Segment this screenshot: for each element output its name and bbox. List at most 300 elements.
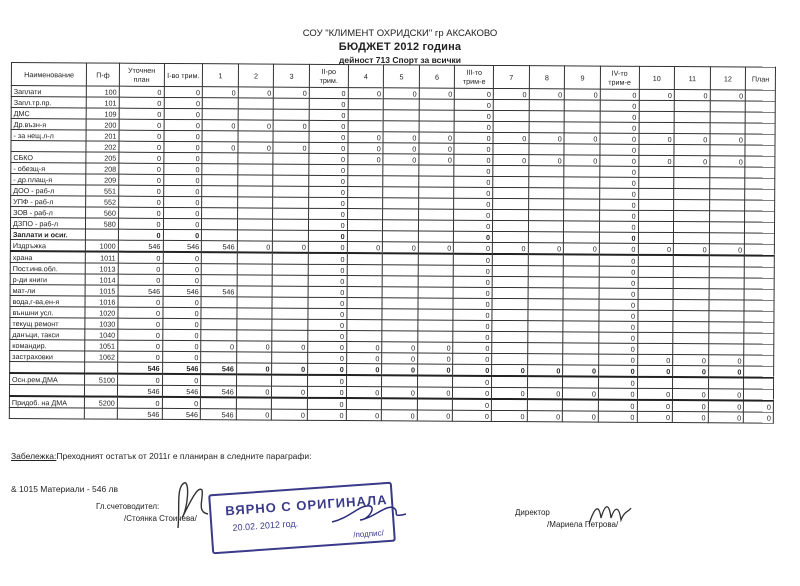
table-cell: 0 bbox=[673, 389, 709, 401]
table-cell: 0 bbox=[307, 398, 346, 410]
table-cell: 0 bbox=[163, 196, 202, 207]
table-cell bbox=[418, 265, 454, 276]
table-cell bbox=[528, 288, 564, 299]
table-cell bbox=[237, 186, 273, 197]
table-cell bbox=[528, 232, 564, 243]
table-cell bbox=[418, 220, 454, 231]
table-cell: 0 bbox=[674, 134, 710, 145]
table-cell bbox=[493, 220, 529, 231]
table-cell bbox=[238, 98, 274, 109]
table-cell: 0 bbox=[308, 230, 347, 241]
table-cell bbox=[419, 99, 455, 110]
table-cell: 0 bbox=[308, 253, 347, 265]
row-label: Заплати и осиг. bbox=[10, 228, 85, 239]
table-cell: 0 bbox=[309, 131, 348, 142]
table-cell bbox=[418, 309, 454, 320]
table-cell bbox=[383, 220, 419, 231]
table-cell bbox=[274, 98, 310, 109]
table-cell bbox=[710, 101, 746, 112]
table-cell bbox=[347, 187, 383, 198]
table-cell: 0 bbox=[638, 155, 674, 166]
table-cell bbox=[492, 309, 528, 320]
table-cell bbox=[418, 331, 454, 342]
column-header: III-то трим-е bbox=[455, 65, 494, 88]
table-cell: 0 bbox=[598, 365, 637, 377]
table-cell bbox=[709, 200, 745, 211]
table-cell: 0 bbox=[492, 364, 528, 376]
table-cell bbox=[202, 186, 238, 197]
table-cell bbox=[745, 123, 775, 134]
table-cell: 0 bbox=[455, 99, 494, 110]
paragraph-code: 1014 bbox=[85, 274, 118, 285]
column-header: 9 bbox=[565, 66, 601, 89]
table-cell bbox=[273, 253, 309, 265]
table-cell bbox=[348, 99, 384, 110]
table-cell: 0 bbox=[710, 156, 746, 167]
row-label: Придоб. на ДМА bbox=[9, 396, 84, 408]
table-cell: 0 bbox=[272, 341, 308, 352]
table-cell bbox=[564, 122, 600, 133]
table-cell bbox=[418, 320, 454, 331]
table-cell: 0 bbox=[672, 412, 708, 423]
table-cell: 0 bbox=[308, 341, 347, 352]
table-cell bbox=[674, 123, 710, 134]
table-cell bbox=[564, 177, 600, 188]
table-cell: 0 bbox=[273, 142, 309, 153]
table-cell bbox=[272, 286, 308, 297]
table-cell bbox=[273, 153, 309, 164]
table-cell: 0 bbox=[710, 134, 746, 145]
table-cell bbox=[202, 131, 238, 142]
table-cell bbox=[673, 255, 709, 267]
table-cell bbox=[637, 321, 673, 332]
table-cell: 0 bbox=[710, 90, 746, 101]
table-cell bbox=[418, 298, 454, 309]
table-cell bbox=[493, 231, 529, 242]
table-cell bbox=[710, 167, 746, 178]
table-cell: 0 bbox=[708, 366, 744, 378]
table-cell bbox=[563, 399, 599, 411]
table-cell: 0 bbox=[527, 388, 563, 400]
table-cell: 0 bbox=[119, 86, 164, 97]
table-cell: 0 bbox=[418, 242, 454, 254]
table-cell: 0 bbox=[308, 297, 347, 308]
table-cell: 0 bbox=[346, 342, 382, 353]
table-cell bbox=[417, 375, 453, 387]
table-cell: 0 bbox=[419, 132, 455, 143]
table-cell bbox=[202, 164, 238, 175]
table-cell: 0 bbox=[453, 309, 492, 320]
table-cell: 0 bbox=[382, 353, 418, 364]
table-cell: 0 bbox=[309, 186, 348, 197]
table-cell bbox=[564, 166, 600, 177]
table-cell bbox=[417, 398, 453, 410]
table-cell: 0 bbox=[453, 410, 492, 421]
table-cell: 0 bbox=[453, 298, 492, 309]
table-cell: 546 bbox=[118, 285, 163, 296]
table-cell bbox=[673, 377, 709, 389]
table-cell: 0 bbox=[453, 364, 492, 376]
table-cell bbox=[493, 198, 529, 209]
table-cell bbox=[383, 198, 419, 209]
paragraph-code: 1020 bbox=[85, 307, 118, 318]
table-cell bbox=[564, 221, 600, 232]
table-cell: 0 bbox=[453, 387, 492, 399]
table-cell bbox=[745, 145, 775, 156]
table-cell: 0 bbox=[453, 342, 492, 353]
table-cell bbox=[237, 197, 273, 208]
table-cell bbox=[273, 131, 309, 142]
table-cell: 0 bbox=[163, 174, 202, 185]
table-cell bbox=[201, 330, 237, 341]
school-name: СОУ "КЛИМЕНТ ОХРИДСКИ" гр АКСАКОВО bbox=[302, 28, 498, 39]
table-cell: 0 bbox=[162, 340, 201, 351]
table-cell: 0 bbox=[236, 409, 272, 420]
table-cell: 0 bbox=[638, 243, 674, 255]
note-text: Преходният остатък от 2011г е планиран в следните параграфи: bbox=[56, 451, 312, 461]
row-label bbox=[9, 384, 84, 396]
table-cell: 0 bbox=[272, 409, 308, 420]
table-cell bbox=[638, 188, 674, 199]
table-cell bbox=[709, 322, 745, 333]
table-cell: 0 bbox=[708, 389, 744, 401]
table-cell bbox=[638, 177, 674, 188]
table-cell: 0 bbox=[164, 86, 203, 97]
table-cell: 0 bbox=[527, 365, 563, 377]
table-cell: 0 bbox=[383, 154, 419, 165]
table-cell bbox=[638, 144, 674, 155]
table-cell bbox=[745, 156, 775, 167]
table-cell: 546 bbox=[117, 362, 162, 374]
table-cell bbox=[563, 343, 599, 354]
table-cell: 0 bbox=[272, 363, 308, 375]
paragraph-code bbox=[85, 385, 118, 397]
table-cell bbox=[418, 276, 454, 287]
table-cell: 0 bbox=[599, 354, 638, 365]
table-cell bbox=[744, 355, 774, 366]
table-cell: 0 bbox=[203, 87, 239, 98]
table-cell bbox=[673, 278, 709, 289]
table-cell bbox=[272, 319, 308, 330]
table-cell: 0 bbox=[600, 133, 639, 144]
table-cell bbox=[273, 275, 309, 286]
table-cell bbox=[673, 344, 709, 355]
table-cell bbox=[529, 100, 565, 111]
table-cell: 0 bbox=[346, 364, 382, 376]
table-cell bbox=[418, 287, 454, 298]
table-cell bbox=[237, 219, 273, 230]
table-cell bbox=[745, 222, 775, 233]
row-label: СБКО bbox=[11, 152, 86, 163]
table-cell: 0 bbox=[384, 88, 420, 99]
table-cell bbox=[528, 299, 564, 310]
table-cell: 0 bbox=[419, 154, 455, 165]
table-cell: 0 bbox=[417, 387, 453, 399]
table-cell: 0 bbox=[118, 263, 163, 274]
accountant-title: Гл.счетоводител: bbox=[96, 502, 160, 511]
table-cell bbox=[638, 232, 674, 243]
table-cell bbox=[673, 289, 709, 300]
table-cell: 0 bbox=[118, 329, 163, 340]
table-cell: 0 bbox=[382, 410, 418, 421]
table-cell bbox=[744, 333, 774, 344]
table-cell bbox=[564, 232, 600, 243]
table-cell bbox=[638, 299, 674, 310]
table-cell: 0 bbox=[383, 242, 419, 254]
paragraph-code: 209 bbox=[86, 174, 119, 185]
table-cell bbox=[347, 198, 383, 209]
table-cell bbox=[238, 164, 274, 175]
table-cell bbox=[493, 143, 529, 154]
row-label: данъци, такси bbox=[10, 328, 85, 339]
table-cell: 0 bbox=[309, 87, 348, 98]
table-cell: 546 bbox=[201, 386, 237, 398]
table-cell bbox=[709, 267, 745, 278]
table-cell bbox=[382, 398, 418, 410]
table-cell: 0 bbox=[637, 400, 673, 412]
table-cell: 0 bbox=[599, 199, 638, 210]
table-cell bbox=[528, 210, 564, 221]
table-cell bbox=[273, 219, 309, 230]
paragraph-code: 5200 bbox=[85, 396, 118, 408]
table-cell: 0 bbox=[493, 88, 529, 99]
table-cell: 0 bbox=[454, 209, 493, 220]
table-cell bbox=[492, 353, 528, 364]
table-cell bbox=[383, 231, 419, 242]
table-cell: 0 bbox=[162, 318, 201, 329]
table-cell bbox=[744, 344, 774, 355]
table-cell: 0 bbox=[309, 175, 348, 186]
table-cell: 0 bbox=[119, 130, 164, 141]
table-cell: 0 bbox=[673, 366, 709, 378]
table-cell: 0 bbox=[164, 141, 203, 152]
table-cell bbox=[236, 374, 272, 386]
table-cell: 0 bbox=[529, 89, 565, 100]
table-cell bbox=[347, 320, 383, 331]
table-cell: 0 bbox=[419, 143, 455, 154]
table-cell bbox=[638, 277, 674, 288]
table-cell bbox=[273, 208, 309, 219]
table-cell bbox=[201, 308, 237, 319]
table-cell bbox=[202, 219, 238, 230]
table-cell: 0 bbox=[673, 244, 709, 256]
column-header: Уточнен план bbox=[119, 63, 164, 86]
table-cell bbox=[563, 266, 599, 277]
table-cell: 0 bbox=[493, 132, 529, 143]
column-header: 5 bbox=[384, 65, 420, 88]
table-cell bbox=[237, 275, 273, 286]
table-cell: 0 bbox=[162, 397, 201, 409]
table-cell: 0 bbox=[491, 410, 527, 421]
table-cell: 546 bbox=[201, 286, 237, 297]
table-cell: 0 bbox=[599, 266, 638, 277]
table-cell bbox=[673, 300, 709, 311]
table-cell: 0 bbox=[163, 152, 202, 163]
table-cell: 0 bbox=[308, 308, 347, 319]
table-cell: 0 bbox=[162, 374, 201, 386]
table-cell bbox=[564, 144, 600, 155]
table-cell: 0 bbox=[598, 388, 637, 400]
table-cell: 546 bbox=[117, 408, 162, 419]
table-cell bbox=[528, 199, 564, 210]
table-cell: 0 bbox=[309, 153, 348, 164]
table-cell: 546 bbox=[202, 241, 238, 253]
column-header: 1 bbox=[203, 64, 239, 87]
table-cell: 0 bbox=[454, 132, 493, 143]
table-cell bbox=[347, 209, 383, 220]
row-label bbox=[10, 361, 85, 373]
table-cell bbox=[238, 131, 274, 142]
table-cell bbox=[274, 109, 310, 120]
table-cell: 0 bbox=[563, 365, 599, 377]
stamp-date: 20.02. 2012 год. bbox=[232, 518, 299, 533]
table-cell: 0 bbox=[639, 89, 675, 100]
column-header: II-ро трим. bbox=[309, 64, 348, 87]
table-cell: 0 bbox=[564, 243, 600, 255]
table-cell: 0 bbox=[709, 244, 745, 256]
table-cell: 0 bbox=[309, 208, 348, 219]
column-header: 10 bbox=[639, 66, 675, 89]
table-cell bbox=[563, 310, 599, 321]
column-header: 12 bbox=[710, 67, 746, 90]
table-cell bbox=[528, 221, 564, 232]
table-cell: 0 bbox=[454, 143, 493, 154]
note-label: Забележка: bbox=[11, 451, 57, 461]
table-cell: 0 bbox=[202, 142, 238, 153]
paragraph-code: 109 bbox=[86, 108, 119, 119]
table-cell: 0 bbox=[600, 122, 639, 133]
table-cell: 0 bbox=[308, 352, 347, 363]
table-cell bbox=[745, 267, 775, 278]
table-cell bbox=[419, 176, 455, 187]
row-label bbox=[11, 141, 86, 152]
table-cell: 0 bbox=[529, 155, 565, 166]
row-label bbox=[9, 407, 84, 418]
table-cell bbox=[346, 331, 382, 342]
table-cell: 0 bbox=[162, 351, 201, 362]
table-cell: 0 bbox=[454, 187, 493, 198]
table-cell bbox=[745, 233, 775, 244]
table-cell bbox=[237, 319, 273, 330]
table-cell: 546 bbox=[162, 408, 201, 419]
table-cell bbox=[638, 166, 674, 177]
table-cell: 0 bbox=[599, 288, 638, 299]
table-cell: 0 bbox=[238, 87, 274, 98]
row-label: ДОО - раб-л bbox=[11, 185, 86, 196]
table-cell: 0 bbox=[202, 120, 238, 131]
table-cell bbox=[493, 99, 529, 110]
table-cell bbox=[348, 110, 384, 121]
table-cell bbox=[674, 189, 710, 200]
table-cell bbox=[637, 332, 673, 343]
table-cell: 0 bbox=[383, 132, 419, 143]
table-cell bbox=[383, 253, 419, 265]
table-cell bbox=[493, 121, 529, 132]
table-cell: 0 bbox=[347, 242, 383, 254]
paragraph-code: 1030 bbox=[85, 318, 118, 329]
paragraph-code: 1051 bbox=[85, 340, 118, 351]
table-cell: 0 bbox=[599, 277, 638, 288]
paragraph-code bbox=[85, 408, 118, 419]
paragraph-code: 1016 bbox=[85, 296, 118, 307]
table-cell bbox=[564, 199, 600, 210]
table-cell bbox=[709, 333, 745, 344]
table-cell: 0 bbox=[163, 229, 202, 240]
table-cell bbox=[201, 275, 237, 286]
table-cell bbox=[745, 167, 775, 178]
row-label: ЗОВ - раб-л bbox=[11, 207, 86, 218]
table-cell bbox=[347, 176, 383, 187]
table-cell bbox=[527, 343, 563, 354]
table-cell: 0 bbox=[238, 120, 274, 131]
row-label: Пост.инв.обл. bbox=[10, 262, 85, 273]
table-cell bbox=[639, 100, 675, 111]
table-cell bbox=[237, 297, 273, 308]
table-cell bbox=[745, 134, 775, 145]
column-header: План bbox=[746, 67, 776, 90]
table-cell: 0 bbox=[454, 154, 493, 165]
table-cell bbox=[674, 222, 710, 233]
table-cell: 0 bbox=[600, 155, 639, 166]
table-cell bbox=[528, 188, 564, 199]
table-cell: 0 bbox=[237, 341, 273, 352]
table-cell: 0 bbox=[564, 155, 600, 166]
accountant-signature-icon bbox=[168, 478, 218, 533]
table-cell bbox=[237, 252, 273, 264]
paragraph-code: 1000 bbox=[86, 240, 119, 252]
paragraph-code: 1013 bbox=[85, 263, 118, 274]
table-cell: 0 bbox=[382, 342, 418, 353]
row-label: мат-ли bbox=[10, 284, 85, 295]
table-cell: 0 bbox=[164, 108, 203, 119]
table-cell bbox=[202, 109, 238, 120]
table-cell: 0 bbox=[163, 263, 202, 274]
table-cell bbox=[564, 188, 600, 199]
table-cell: 546 bbox=[118, 240, 163, 252]
table-cell: 0 bbox=[348, 88, 384, 99]
table-cell bbox=[238, 175, 274, 186]
table-cell bbox=[673, 333, 709, 344]
table-cell bbox=[674, 211, 710, 222]
director-title: Директор bbox=[515, 508, 550, 517]
table-cell: 546 bbox=[163, 285, 202, 296]
table-cell bbox=[528, 321, 564, 332]
table-cell: 0 bbox=[307, 386, 346, 398]
table-cell bbox=[746, 101, 776, 112]
table-cell: 0 bbox=[346, 387, 382, 399]
table-cell bbox=[382, 298, 418, 309]
table-cell bbox=[638, 255, 674, 267]
table-cell bbox=[493, 110, 529, 121]
table-cell bbox=[346, 375, 382, 387]
table-cell: 0 bbox=[163, 218, 202, 229]
table-cell: 0 bbox=[118, 307, 163, 318]
table-cell bbox=[201, 374, 237, 386]
table-cell bbox=[202, 175, 238, 186]
table-cell bbox=[273, 230, 309, 241]
table-cell bbox=[347, 265, 383, 276]
table-cell: 0 bbox=[163, 163, 202, 174]
row-label: Издръжка bbox=[10, 239, 85, 251]
table-cell bbox=[709, 222, 745, 233]
table-cell bbox=[382, 309, 418, 320]
table-cell: 0 bbox=[529, 133, 565, 144]
table-cell: 0 bbox=[674, 156, 710, 167]
table-cell: 0 bbox=[346, 410, 382, 421]
table-cell: 0 bbox=[454, 198, 493, 209]
table-cell bbox=[674, 233, 710, 244]
table-cell: 0 bbox=[309, 142, 348, 153]
